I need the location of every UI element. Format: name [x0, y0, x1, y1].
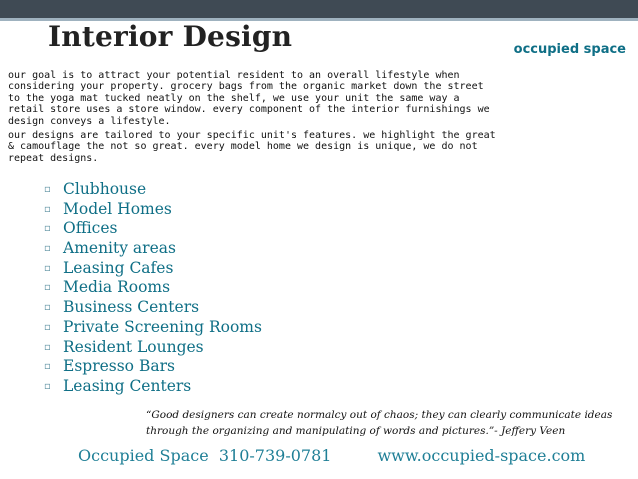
square-bullet-icon: ▫ [44, 302, 51, 314]
list-item [44, 278, 262, 298]
page-title: Interior Design [48, 20, 293, 53]
list-item-label: Leasing Centers [63, 376, 192, 395]
list-item-label: Offices [63, 219, 118, 238]
list-item-label: Resident Lounges [63, 337, 204, 356]
square-bullet-icon: ▫ [44, 223, 51, 235]
square-bullet-icon: ▫ [44, 262, 51, 274]
square-bullet-icon: ▫ [44, 361, 51, 373]
list-item-label: Espresso Bars [63, 357, 175, 376]
square-bullet-icon: ▫ [44, 321, 51, 333]
list-item-label: Media Rooms [63, 278, 171, 297]
square-bullet-icon: ▫ [44, 243, 51, 255]
list-item [44, 357, 262, 377]
square-bullet-icon: ▫ [44, 282, 51, 294]
footer-website: www.occupied-space.com [377, 446, 586, 465]
list-item [44, 377, 262, 397]
square-bullet-icon: ▫ [44, 203, 51, 215]
list-item-label: Amenity areas [63, 239, 176, 258]
brand-label: occupied space [510, 40, 630, 59]
list-item [44, 338, 262, 358]
list-item [44, 318, 262, 338]
intro-text [8, 70, 498, 167]
services-list [44, 180, 262, 397]
list-item-label: Model Homes [63, 199, 172, 218]
list-item [44, 200, 262, 220]
list-item [44, 259, 262, 279]
footer [78, 446, 585, 465]
list-item [44, 239, 262, 259]
list-item [44, 219, 262, 239]
list-item-label: Clubhouse [63, 180, 147, 198]
footer-contact: Occupied Space 310-739-0781 [78, 446, 332, 465]
list-item-label: Private Screening Rooms [63, 317, 262, 336]
intro-paragraph-1: our goal is to attract your potential resident to an overall lifestyle when considering your property. grocery bags from the organic market down the street to the yoga mat tucked neatly on the shelf, we use your unit the same way a retail store uses a store window. every component of the interior furnishings we design conveys a lifestyle. [8, 70, 490, 127]
square-bullet-icon: ▫ [44, 380, 51, 392]
list-item [44, 180, 262, 200]
designer-quote: “Good designers can create normalcy out of chaos; they can clearly communicate ideas through the organizing and manipulating of words and pictures.”- Jeffery Veen [146, 409, 613, 437]
square-bullet-icon: ▫ [44, 341, 51, 353]
list-item [44, 298, 262, 318]
square-bullet-icon: ▫ [44, 184, 51, 195]
top-bar [0, 0, 638, 18]
list-item-label: Leasing Cafes [63, 258, 174, 277]
intro-paragraph-2: our designs are tailored to your specific unit's features. we highlight the great & camouflage the not so great. every model home we design is unique, we do not repeat designs. [8, 130, 496, 164]
list-item-label: Business Centers [63, 298, 200, 317]
